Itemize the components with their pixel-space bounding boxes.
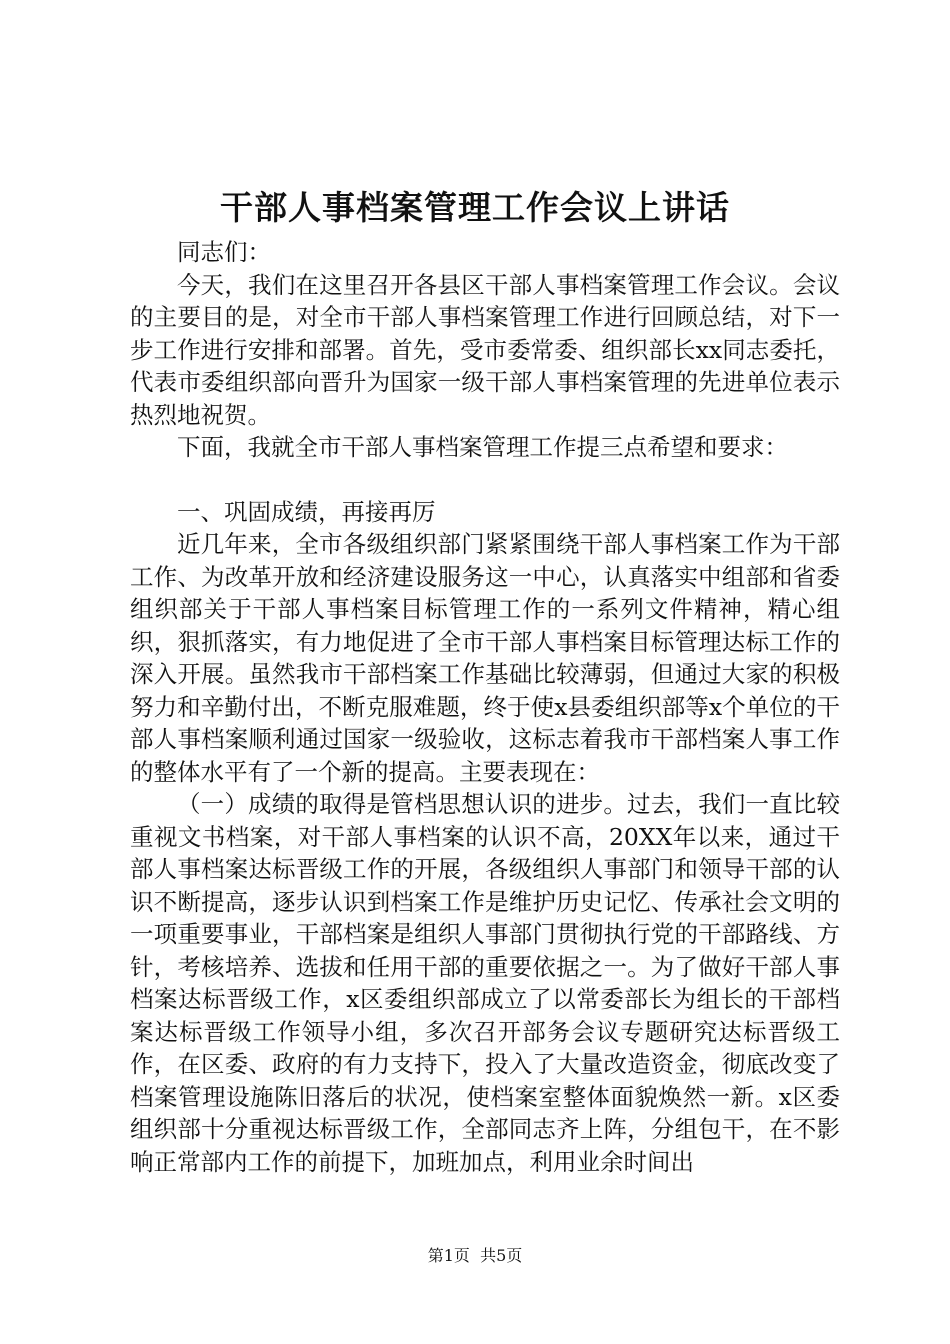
body-paragraph: （一）成绩的取得是管档思想认识的进步。过去，我们一直比较重视文书档案，对干部人事档案的认识不高，20XX年以来，通过干部人事档案达标晋级工作的开展，各级组织人事部门和领导干部的认识不断提高，逐步认识到档案工作是维护历史记忆、传承社会文明的一项重要事业，干部档案是组织人事部门贯彻执行党的干部路线、方针，考核培养、选拔和任用干部的重要依据之一。为了做好干部人事档案达标晋级工作，x区委组织部成立了以常委部长为组长的干部档案达标晋级工作领导小组，多次召开部务会议专题研究达标晋级工作，在区委、政府的有力支持下，投入了大量改造资金，彻底改变了档案管理设施陈旧落后的状况，使档案室整体面貌焕然一新。x区委组织部十分重视达标晋级工作，全部同志齐上阵，分组包干，在不影响正常部内工作的前提下，加班加点，利用业余时间出 <box>130 790 840 1176</box>
requirements-paragraph: 下面，我就全市干部人事档案管理工作提三点希望和要求： <box>177 433 788 461</box>
document-title: 干部人事档案管理工作会议上讲话 <box>220 188 730 227</box>
body-paragraph: 近几年来，全市各级组织部门紧紧围绕干部人事档案工作为干部工作、为改革开放和经济建设服务这一中心，认真落实中组部和省委组织部关于干部人事档案目标管理工作的一系列文件精神，精心组织，狠抓落实，有力地促进了全市干部人事档案目标管理达标工作的深入开展。虽然我市干部档案工作基础比较薄弱，但通过大家的积极努力和辛勤付出，不断克服难题，终于使x县委组织部等x个单位的干部人事档案顺利通过国家一级验收，这标志着我市干部档案人事工作的整体水平有了一个新的提高。主要表现在： <box>130 530 840 786</box>
intro-paragraph: 今天，我们在这里召开各县区干部人事档案管理工作会议。会议的主要目的是，对全市干部人事档案管理工作进行回顾总结，对下一步工作进行安排和部署。首先，受市委常委、组织部长xx同志委托，代表市委组织部向晋升为国家一级干部人事档案管理的先进单位表示热烈地祝贺。 <box>130 270 840 429</box>
salutation-paragraph: 同志们： <box>177 238 271 266</box>
document-body <box>130 236 840 1178</box>
page-footer <box>0 1246 950 1266</box>
page-number: 第1页 <box>427 1246 470 1265</box>
section-heading: 一、巩固成绩，再接再厉 <box>177 497 436 526</box>
page-total: 共5页 <box>480 1246 523 1265</box>
